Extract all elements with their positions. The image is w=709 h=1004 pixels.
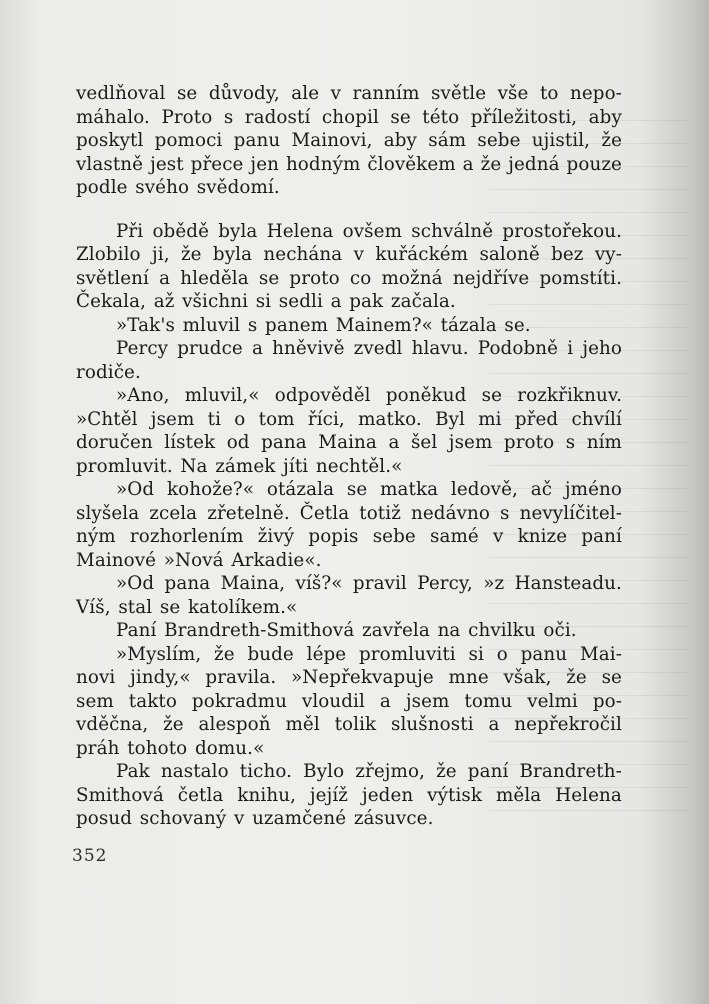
text-line: Percy prudce a hněvivě zvedl hlavu. Podobně i jeho — [116, 338, 622, 359]
text-line: posud schovaný v uzamčené zásuvce. — [76, 808, 434, 829]
text-line: »Od kohože?« otázala se matka ledově, ač jméno — [116, 479, 622, 500]
text-line: »Myslím, že bude lépe promluviti si o panu Mai- — [116, 643, 622, 665]
text-line: práh tohoto domu.« — [76, 737, 265, 759]
text-line: Pak nastalo ticho. Bylo zřejmo, že paní Brandreth- — [116, 761, 622, 782]
text-line: vlastně jest přece jen hodným člověkem a že jedná pouze — [76, 153, 622, 175]
text-line: sem takto pokradmu vloudil a jsem tomu velmi po- — [76, 690, 622, 712]
text-line: novi jindy,« pravila. »Nepřekvapuje mne však, že se — [76, 667, 622, 688]
text-line: slyšela zcela zřetelně. Četla totiž nedávno s nevylíčitel- — [76, 502, 622, 524]
body-text — [76, 82, 622, 831]
text-line: Čekala, až všichni si sedli a pak začala. — [76, 291, 456, 312]
text-line: ným rozhorlením živý popis sebe samé v knize paní — [76, 526, 622, 547]
text-line: »Tak's mluvil s panem Mainem?« tázala se. — [116, 314, 531, 336]
paragraph-gap — [76, 200, 622, 220]
text-line: doručen lístek od pana Maina a šel jsem proto s ním — [76, 432, 622, 453]
text-line: Víš, stal se katolíkem.« — [76, 596, 298, 618]
text-line: podle svého svědomí. — [76, 177, 280, 198]
text-line: »Ano, mluvil,« odpověděl poněkud se rozkřiknuv. — [116, 385, 622, 406]
text-line: vděčna, že alespoň měl tolik slušnosti a nepřekročil — [76, 714, 622, 735]
page-number: 352 — [72, 846, 108, 866]
text-line: Při obědě byla Helena ovšem schválně prostořekou. — [116, 220, 622, 242]
text-line: Smithová četla knihu, jejíž jeden výtisk měla Helena — [76, 784, 622, 806]
text-line: Mainové »Nová Arkadie«. — [76, 549, 322, 571]
text-line: Paní Brandreth-Smithová zavřela na chvilku oči. — [116, 620, 577, 641]
text-line: poskytl pomoci panu Mainovi, aby sám sebe ujistil, že — [76, 130, 622, 151]
text-line: světlení a hleděla se proto co možná nejdříve pomstíti. — [76, 267, 622, 289]
text-line: rodiče. — [76, 361, 141, 383]
text-line: »Od pana Maina, víš?« pravil Percy, »z Hansteadu. — [116, 573, 622, 594]
text-line: promluvit. Na zámek jíti nechtěl.« — [76, 455, 403, 477]
text-line: »Chtěl jsem ti o tom říci, matko. Byl mi před chvílí — [76, 408, 622, 430]
text-line: máhalo. Proto s radostí chopil se této příležitosti, aby — [76, 106, 622, 128]
text-line: vedlňoval se důvody, ale v ranním světle vše to nepo- — [76, 83, 622, 104]
text-line: Zlobilo ji, že byla nechána v kuřáckém saloně bez vy- — [76, 244, 622, 265]
